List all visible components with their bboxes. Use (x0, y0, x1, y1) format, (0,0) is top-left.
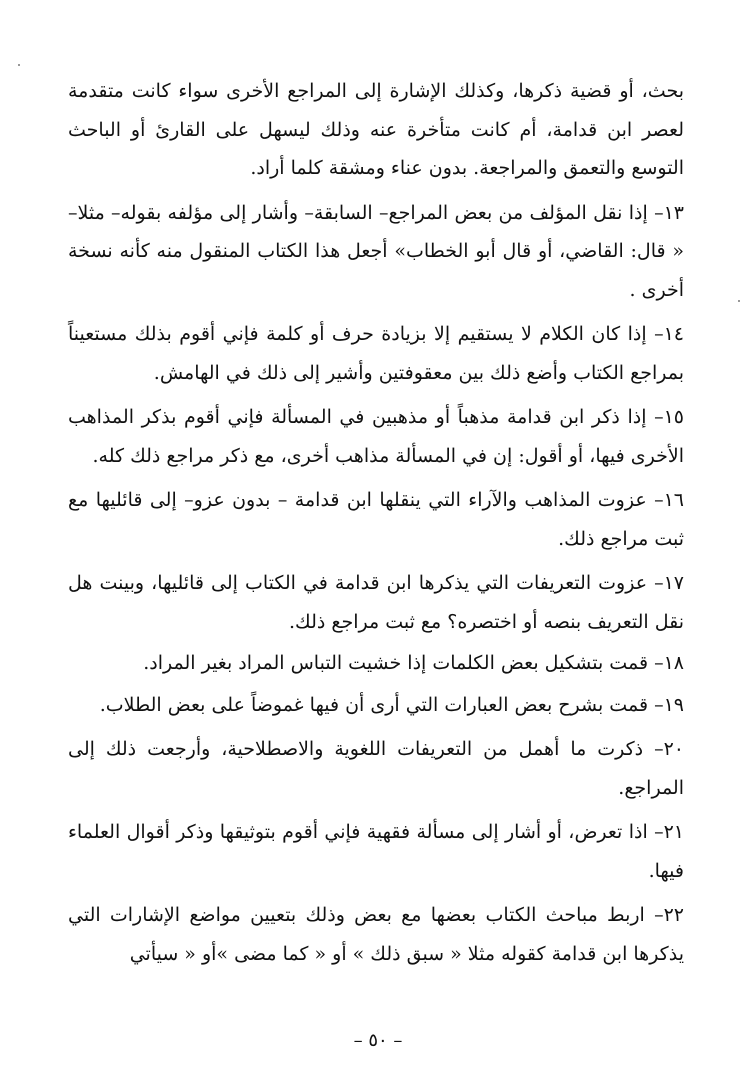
body-text (68, 72, 684, 979)
list-item-17 (68, 564, 684, 641)
list-item-text: ٢٠– ذكرت ما أهمل من التعريفات اللغوية والاصطلاحية، وأرجعت ذلك إلى المراجع. (68, 738, 684, 799)
list-item-text: ٢٢– اربط مباحث الكتاب بعضها مع بعض وذلك بتعيين مواضع الإشارات التي يذكرها ابن قدامة كقوله مثلا « سبق ذلك » أو « كما مضى »أو « سيأتي (68, 904, 684, 965)
list-item-19 (68, 686, 684, 725)
list-item-21 (68, 813, 684, 890)
page-number: – ٥٠ – (353, 1030, 403, 1051)
scan-speck (18, 64, 20, 66)
list-item-22 (68, 896, 684, 973)
list-item-text: ٢١– اذا تعرض، أو أشار إلى مسألة فقهية فإني أقوم بتوثيقها وذكر أقوال العلماء فيها. (68, 821, 684, 882)
list-item-text: ١٦– عزوت المذاهب والآراء التي ينقلها ابن قدامة – بدون عزو– إلى قائليها مع ثبت مراجع ذلك. (68, 489, 684, 550)
paragraph-intro (68, 72, 684, 188)
list-item-13 (68, 194, 684, 310)
list-item-18 (68, 644, 684, 683)
paragraph-text: بحث، أو قضية ذكرها، وكذلك الإشارة إلى المراجع الأخرى سواء كانت متقدمة لعصر ابن قدامة، أم كانت متأخرة عنه وذلك ليسهل على القارئ أو الباحث التوسع والتعمق والمراجعة. بدون عناء ومشقة كلما أراد. (68, 80, 684, 179)
list-item-text: ١٥– إذا ذكر ابن قدامة مذهباً أو مذهبين في المسألة فإني أقوم بذكر المذاهب الأخرى فيها، أو أقول: إن في المسألة مذاهب أخرى، مع ذكر مراجع ذلك كله. (68, 406, 684, 467)
list-item-14 (68, 315, 684, 392)
list-item-16 (68, 481, 684, 558)
list-item-text: ١٤– إذا كان الكلام لا يستقيم إلا بزيادة حرف أو كلمة فإني أقوم بذلك مستعيناً بمراجع الكتاب وأضع ذلك بين معقوفتين وأشير إلى ذلك في الهامش. (68, 323, 684, 384)
list-item-15 (68, 398, 684, 475)
list-item-20 (68, 730, 684, 807)
scan-speck (738, 300, 740, 302)
list-item-text: ١٨– قمت بتشكيل بعض الكلمات إذا خشيت التباس المراد بغير المراد. (143, 652, 684, 674)
list-item-text: ١٩– قمت بشرح بعض العبارات التي أرى أن فيها غموضاً على بعض الطلاب. (99, 693, 684, 716)
list-item-text: ١٣– إذا نقل المؤلف من بعض المراجع– السابقة– وأشار إلى مؤلفه بقوله– مثلا– « قال: القاضي، أو قال أبو الخطاب» أجعل هذا الكتاب المنقول منه كأنه نسخة أخرى . (68, 201, 684, 301)
list-item-text: ١٧– عزوت التعريفات التي يذكرها ابن قدامة في الكتاب إلى قائليها، وبينت هل نقل التعريف بنصه أو اختصره؟ مع ثبت مراجع ذلك. (68, 572, 684, 633)
